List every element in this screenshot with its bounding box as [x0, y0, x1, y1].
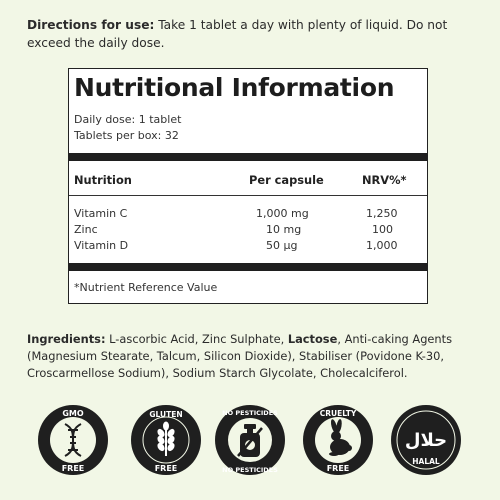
daily-dose: Daily dose: 1 tablet [74, 113, 182, 126]
row-name: Vitamin C [74, 207, 128, 220]
header-divider [69, 195, 427, 196]
badge-bottom-text: FREE [61, 464, 85, 473]
ingredients-part1: L-ascorbic Acid, Zinc Sulphate, [105, 332, 288, 346]
row-nrv: 1,250 [366, 207, 398, 220]
row-name: Zinc [74, 223, 98, 236]
row-amount: 1,000 mg [256, 207, 309, 220]
ingredients-label: Ingredients: [27, 332, 106, 346]
row-amount: 50 µg [266, 239, 298, 252]
nrv-footnote: *Nutrient Reference Value [74, 281, 218, 294]
row-nrv: 100 [372, 223, 393, 236]
tablets-per-box: Tablets per box: 32 [74, 129, 179, 142]
halal-arabic-icon: حلال [404, 430, 448, 451]
badge-bottom-text: HALAL [412, 457, 440, 466]
badge-top-text: GLUTEN [149, 410, 183, 419]
header-nutrition: Nutrition [74, 173, 132, 187]
header-per-capsule: Per capsule [249, 173, 324, 187]
directions-text [27, 16, 477, 52]
gmo-free-badge [37, 404, 109, 476]
divider-bar-bottom [69, 263, 427, 271]
badge-top-text: CRUELTY [319, 409, 357, 418]
cruelty-free-badge [302, 404, 374, 476]
directions-body: Take 1 tablet a day with plenty of liquid. Do not exceed the daily dose. [27, 18, 448, 50]
header-nrv: NRV%* [362, 173, 407, 187]
badge-bottom-text: FREE [154, 464, 178, 473]
row-nrv: 1,000 [366, 239, 398, 252]
ingredients-part2: , Anti-caking Agents (Magnesium Stearate, Talcum, Silicon Dioxide), Stabiliser (Povidone K-30, Croscarmellose Sodium), Sodium Starch Glycolate, Cholecalciferol. [27, 332, 453, 380]
gluten-free-badge [130, 404, 202, 476]
badge-top-text: NO PESTICIDES [222, 409, 278, 417]
nutrition-panel [68, 68, 428, 304]
ingredients-text [27, 331, 482, 382]
badge-bottom-text: NO PESTICIDES [222, 466, 278, 474]
halal-badge [390, 404, 462, 476]
no-pesticides-badge [214, 404, 286, 476]
divider-bar-top [69, 153, 427, 161]
row-amount: 10 mg [266, 223, 302, 236]
badge-top-text: GMO [62, 409, 84, 418]
ingredients-allergen: Lactose [287, 332, 338, 346]
badge-bottom-text: FREE [326, 464, 350, 473]
row-name: Vitamin D [74, 239, 129, 252]
nutrition-title: Nutritional Information [74, 73, 395, 102]
directions-label: Directions for use: [27, 18, 155, 32]
